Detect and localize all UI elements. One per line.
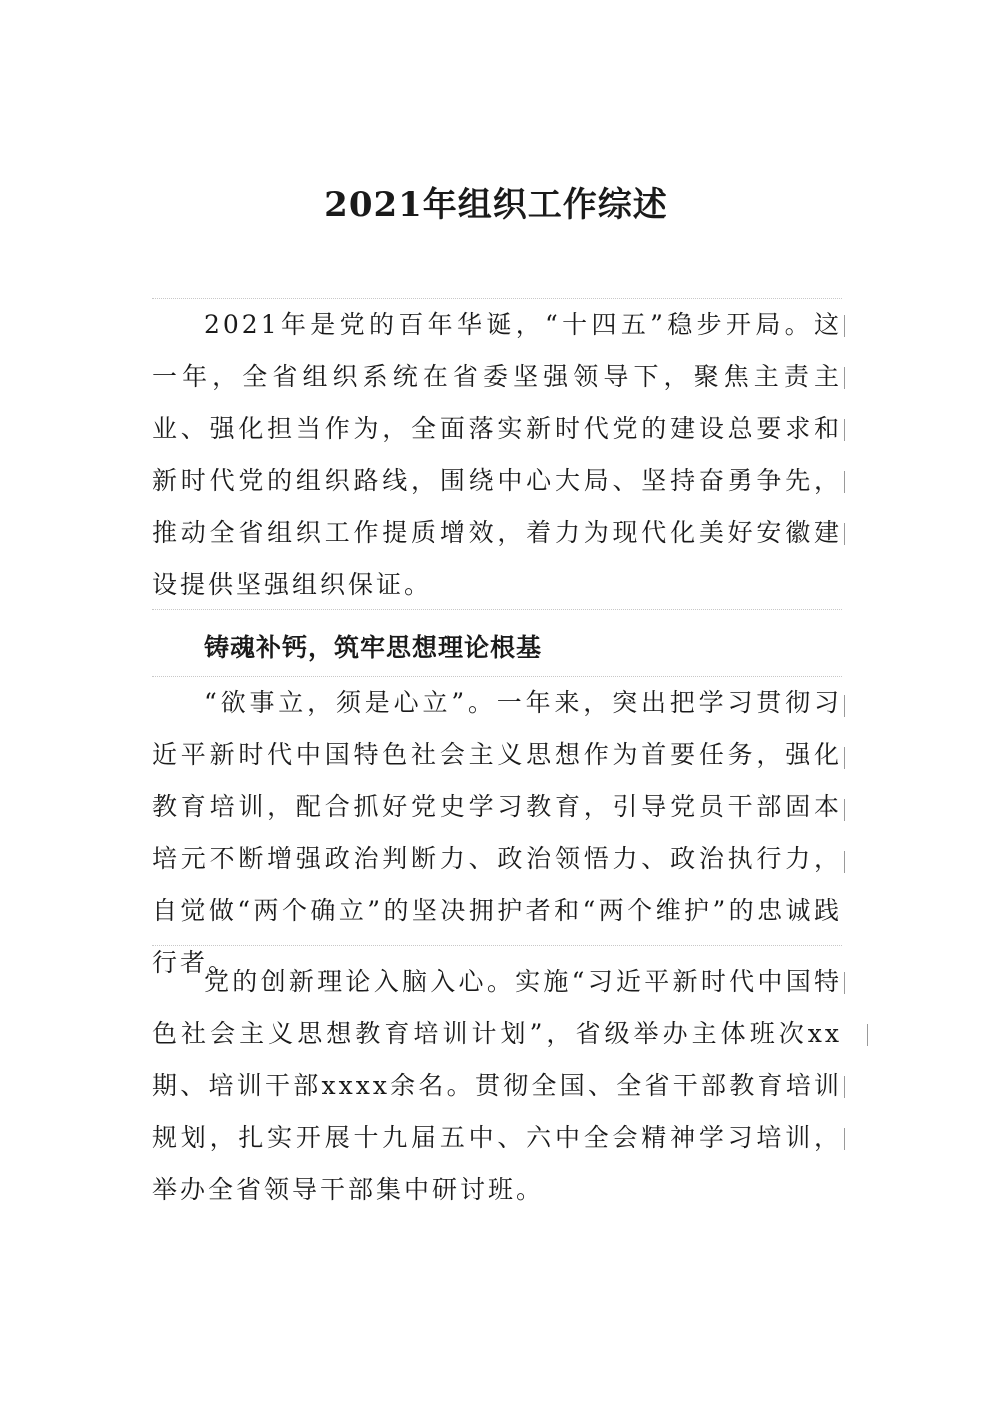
section-paragraph: “欲事立，须是心立”。一年来，突出把学习贯彻习近平新时代中国特色社会主义思想作为首要任务，强化教育培训，配合抓好党史学习教育，引导党员干部固本培元不断增强政治判断力、政治领悟力、政治执行力，自觉做“两个确立”的坚决拥护者和“两个维护”的忠诚践行者。	[152, 688, 842, 977]
line-mark	[844, 1076, 845, 1098]
section-paragraph: 党的创新理论入脑入心。实施“习近平新时代中国特色社会主义思想教育培训计划”，省级举办主体班次xx期、培训干部xxxx余名。贯彻全国、全省干部教育培训规划，扎实开展十九届五中、六中全会精神学习培训，举办全省领导干部集中研讨班。	[152, 967, 842, 1204]
intro-paragraph: 2021年是党的百年华诞，“十四五”稳步开局。这一年，全省组织系统在省委坚强领导下，聚焦主责主业、强化担当作为，全面落实新时代党的建设总要求和新时代党的组织路线，围绕中心大局、坚持奋勇争先，推动全省组织工作提质增效，着力为现代化美好安徽建设提供坚强组织保证。	[152, 310, 842, 599]
line-mark	[844, 695, 845, 717]
line-mark	[844, 799, 845, 821]
section-paragraph-block-2	[152, 956, 842, 1226]
line-mark	[844, 315, 845, 337]
line-mark	[844, 972, 845, 994]
line-mark	[844, 851, 845, 873]
line-mark	[844, 419, 845, 441]
section-heading-block	[152, 622, 842, 674]
line-mark	[844, 747, 845, 769]
section-paragraph-block-1	[152, 676, 842, 977]
document-title: 2021年组织工作综述	[324, 184, 668, 225]
line-mark	[844, 1128, 845, 1150]
line-mark	[844, 471, 845, 493]
section-heading: 铸魂补钙，筑牢思想理论根基	[204, 633, 543, 662]
intro-block	[152, 298, 842, 610]
line-mark	[867, 1024, 868, 1046]
line-mark	[844, 523, 845, 545]
line-mark	[844, 367, 845, 389]
